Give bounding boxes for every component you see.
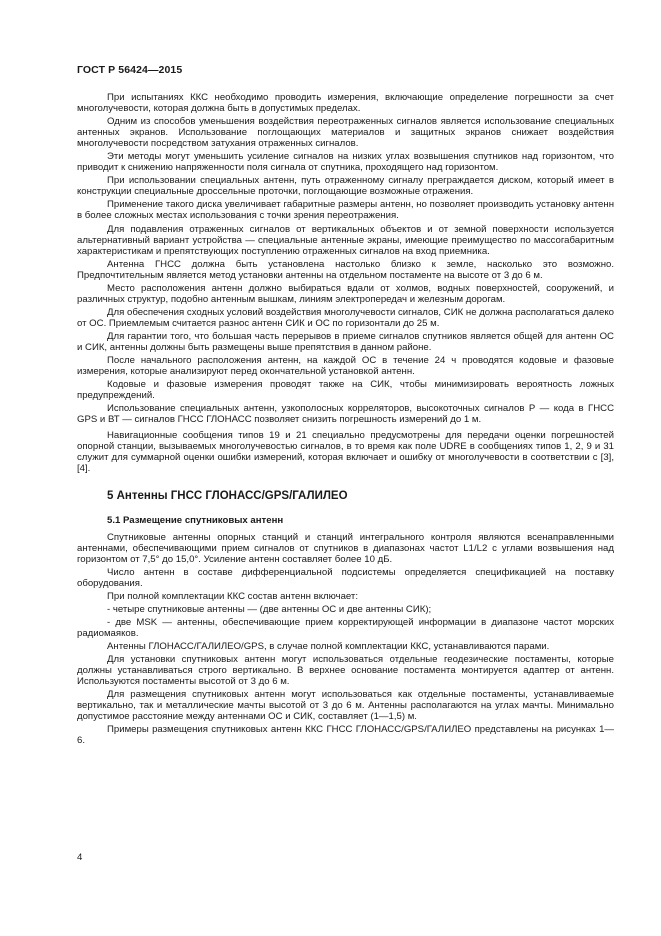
list-item: - две MSK — антенны, обеспечивающие прием корректирующей информации в диапазоне частот морских радиомаяков.: [77, 616, 614, 639]
paragraph: Одним из способов уменьшения воздействия переотраженных сигналов является использование специальных антенных экранов. Использование поглощающих материалов и защитных экранов снижает воздействия многолучевости посредством затухания отраженных сигналов.: [77, 116, 614, 150]
paragraph: После начального расположения антенн, на каждой ОС в течение 24 ч проводятся кодовые и фазовые измерения, которые анализируют перед окончательной установкой антенн.: [77, 355, 614, 378]
page-number: 4: [77, 852, 83, 863]
paragraph: Применение такого диска увеличивает габаритные размеры антенн, но позволяет производить установку антенн в более сложных местах использования с точки зрения переотражения.: [77, 199, 614, 222]
paragraph: При испытаниях ККС необходимо проводить измерения, включающие определение погрешности за счет многолучевости, которая должна быть в допустимых пределах.: [77, 92, 614, 115]
paragraph: Для установки спутниковых антенн могут использоваться отдельные геодезические постаменты, которые должны устанавливаться строго вертикально. В верхнее основание постамента монтируется адаптер от антенн. Используются постаменты высотой от 3 до 6 м.: [77, 653, 614, 688]
subsection-heading: 5.1 Размещение спутниковых антенн: [107, 514, 284, 526]
paragraph: Навигационные сообщения типов 19 и 21 специально предусмотрены для передачи оценки погрешностей опорной станции, вызываемых многолучевостью сигналов, в то время как поле UDRE в сообщениях типов 1, 2, 9 и 31 служит для суммарной оценки ошибки измерений, которая включает и ошибку от многолучевости в соответствии с [3], [4].: [77, 430, 614, 475]
section-heading: 5 Антенны ГНСС ГЛОНАСС/GPS/ГАЛИЛЕО: [107, 489, 348, 502]
paragraph: Антенна ГНСС должна быть установлена настолько близко к земле, насколько это возможно. Предпочтительным является метод установки антенны на отдельном постаменте на высоте от 3 до 6 м.: [77, 258, 614, 281]
document-header: ГОСТ Р 56424—2015: [77, 64, 183, 76]
paragraph: При использовании специальных антенн, путь отраженному сигналу преграждается диском, который имеет в конструкции специальные дроссельные проточки, поглощающие возможные отражения.: [77, 175, 614, 198]
paragraph: Место расположения антенн должно выбираться вдали от холмов, водных поверхностей, сооружений, и различных структур, подобно антенным вышкам, линиям электропередач и железным дорогам.: [77, 282, 614, 305]
paragraph: Для подавления отраженных сигналов от вертикальных объектов и от земной поверхности используется альтернативный вариант устройства — специальные антенные экраны, имеющие преимущество по массогабаритным характеристикам и препятствующих поступлению отраженных сигналов на вход приемника.: [77, 223, 614, 257]
document-body: [77, 92, 614, 746]
paragraph: Эти методы могут уменьшить усиление сигналов на низких углах возвышения спутников над горизонтом, что приводит к снижению напряженности поля сигнала от спутника, проходящего над горизонтом.: [77, 151, 614, 174]
paragraph: Антенны ГЛОНАСС/ГАЛИЛЕО/GPS, в случае полной комплектации ККС, устанавливаются парами.: [107, 640, 550, 652]
list-item: - четыре спутниковые антенны — (две антенны ОС и две антенны СИК);: [107, 603, 432, 615]
paragraph: Примеры размещения спутниковых антенн ККС ГНСС ГЛОНАСС/GPS/ГАЛИЛЕО представлены на рисунках 1—6.: [77, 724, 614, 747]
paragraph: Использование специальных антенн, узкополосных корреляторов, высокоточных сигналов Р — кода в ГНСС GPS и ВТ — сигналов ГНСС ГЛОНАСС позволяет снизить погрешность измерений до 1 м.: [77, 403, 614, 426]
paragraph: При полной комплектации ККС состав антенн включает:: [107, 590, 358, 602]
paragraph: Спутниковые антенны опорных станций и станций интегрального контроля являются всенаправленными антеннами, обеспечивающими прием сигналов от спутников в диапазонах частот L1/L2 с углами возвышения над горизонтом от 7,5° до 15,0°. Усиление антенн составляет более 10 дБ.: [77, 531, 614, 565]
paragraph: Для гарантии того, что большая часть перерывов в приеме сигналов спутников является общей для антенн ОС и СИК, антенны должны быть размещены выше препятствия в данном районе.: [77, 330, 614, 353]
paragraph: Число антенн в составе дифференциальной подсистемы определяется спецификацией на поставку оборудования.: [77, 566, 614, 589]
paragraph: Для размещения спутниковых антенн могут использоваться как отдельные постаменты, устанавливаемые вертикально, так и металлические мачты высотой от 3 до 6 м. Антенны располагаются на углах мачты. Минимально допустимое расстояние между антеннами ОС и СИК, составляет (1—1,5) м.: [77, 689, 614, 723]
paragraph: Кодовые и фазовые измерения проводят также на СИК, чтобы минимизировать вероятность ложных предупреждений.: [77, 379, 614, 402]
paragraph: Для обеспечения сходных условий воздействия многолучевости сигналов, СИК не должна располагаться далеко от ОС. Приемлемым считается разнос антенн СИК и ОС по горизонтали до 25 м.: [77, 306, 614, 329]
